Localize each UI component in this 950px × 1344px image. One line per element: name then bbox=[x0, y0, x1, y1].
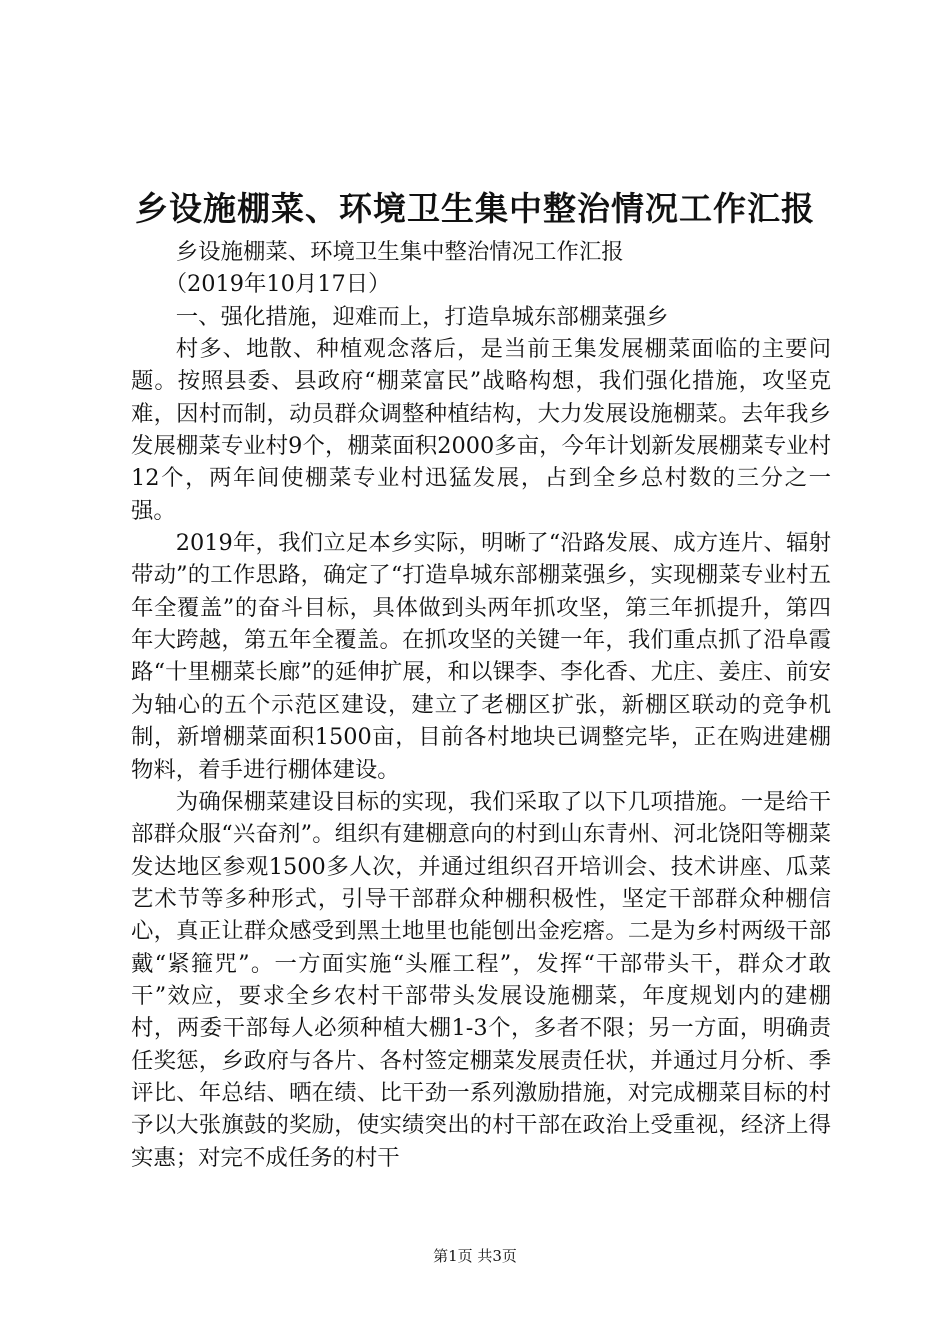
body-paragraph: 村多、地散、种植观念落后，是当前王集发展棚菜面临的主要问题。按照县委、县政府“棚菜富民”战略构想，我们强化措施，攻坚克难，因村而制，动员群众调整种植结构，大力发展设施棚菜。去年我乡发展棚菜专业村9个，棚菜面积2000多亩，今年计划新发展棚菜专业村12个，两年间使棚菜专业村迅猛发展，占到全乡总村数的三分之一强。 bbox=[131, 336, 831, 524]
document-subtitle: 乡设施棚菜、环境卫生集中整治情况工作汇报 bbox=[175, 239, 624, 265]
document-body bbox=[131, 236, 831, 1174]
document-date: （2019年10月17日） bbox=[164, 271, 391, 298]
section-heading: 一、强化措施，迎难而上，打造阜城东部棚菜强乡 bbox=[175, 303, 669, 330]
body-paragraph: 为确保棚菜建设目标的实现，我们采取了以下几项措施。一是给干部群众服“兴奋剂”。组织有建棚意向的村到山东青州、河北饶阳等棚菜发达地区参观1500多人次，并通过组织召开培训会、技术讲座、瓜菜艺术节等多种形式，引导干部群众种棚积极性，坚定干部群众种棚信心，真正让群众感受到黑土地里也能刨出金疙瘩。二是为乡村两级干部戴“紧箍咒”。一方面实施“头雁工程”，发挥“干部带头干，群众才敢干”效应，要求全乡农村干部带头发展设施棚菜，年度规划内的建棚村，两委干部每人必须种植大棚1-3个，多者不限；另一方面，明确责任奖惩，乡政府与各片、各村签定棚菜发展责任状，并通过月分析、季评比、年总结、晒在绩、比干劲一系列激励措施，对完成棚菜目标的村予以大张旗鼓的奖励，使实绩突出的村干部在政治上受重视，经济上得实惠；对完不成任务的村干 bbox=[131, 788, 831, 1171]
page-footer: 第1页 共3页 bbox=[433, 1247, 517, 1265]
document-title: 乡设施棚菜、环境卫生集中整治情况工作汇报 bbox=[135, 189, 815, 228]
body-paragraph: 2019年，我们立足本乡实际，明晰了“沿路发展、成方连片、辐射带动”的工作思路，确定了“打造阜城东部棚菜强乡，实现棚菜专业村五年全覆盖”的奋斗目标，具体做到头两年抓攻坚，第三年抓提升，第四年大跨越，第五年全覆盖。在抓攻坚的关键一年，我们重点抓了沿阜霞路“十里棚菜长廊”的延伸扩展，和以锞李、李化香、尤庄、姜庄、前安为轴心的五个示范区建设，建立了老棚区扩张，新棚区联动的竞争机制，新增棚菜面积1500亩，目前各村地块已调整完毕，正在购进建棚物料，着手进行棚体建设。 bbox=[131, 530, 831, 783]
